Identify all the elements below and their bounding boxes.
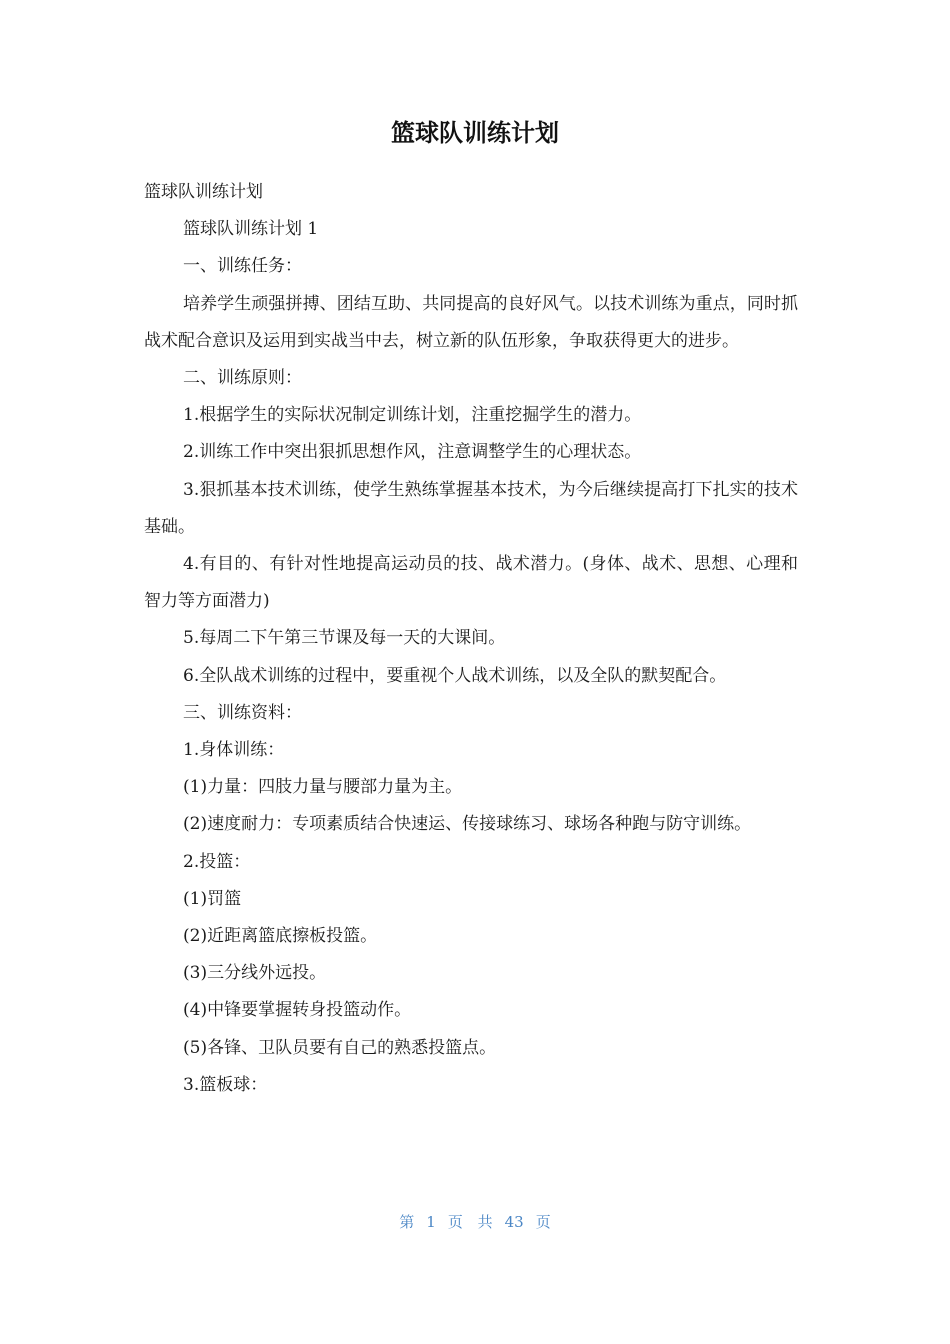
paragraph: (1)力量：四肢力量与腰部力量为主。 bbox=[183, 777, 463, 798]
paragraph: 三、训练资料： bbox=[183, 702, 302, 723]
page-number: 1 bbox=[426, 1213, 436, 1231]
page-prefix: 第 bbox=[399, 1213, 415, 1231]
paragraph: 篮球队训练计划 bbox=[144, 182, 263, 202]
paragraph: 4.有目的、有针对性地提高运动员的技、战术潜力。(身体、战术、思想、心理和智力等方面潜力) bbox=[144, 554, 798, 612]
paragraph: 2.投篮： bbox=[183, 851, 251, 872]
paragraph: 6.全队战术训练的过程中，要重视个人战术训练，以及全队的默契配合。 bbox=[183, 665, 727, 686]
page-mid: 页 共 bbox=[447, 1213, 493, 1231]
paragraph: (3)三分线外远投。 bbox=[183, 963, 327, 984]
document-body bbox=[144, 174, 798, 1104]
paragraph: 1.身体训练： bbox=[183, 740, 285, 761]
paragraph: (5)各锋、卫队员要有自己的熟悉投篮点。 bbox=[183, 1037, 497, 1058]
page-total: 43 bbox=[504, 1213, 524, 1231]
paragraph: 二、训练原则： bbox=[183, 368, 302, 389]
paragraph: 2.训练工作中突出狠抓思想作风，注意调整学生的心理状态。 bbox=[183, 442, 642, 463]
paragraph: (2)近距离篮底擦板投篮。 bbox=[183, 926, 378, 947]
paragraph: 3.狠抓基本技术训练，使学生熟练掌握基本技术，为今后继续提高打下扎实的技术基础。 bbox=[144, 479, 798, 537]
paragraph: (4)中锋要掌握转身投篮动作。 bbox=[183, 1000, 412, 1021]
paragraph: (1)罚篮 bbox=[183, 888, 242, 909]
paragraph: (2)速度耐力：专项素质结合快速运、传接球练习、球场各种跑与防守训练。 bbox=[183, 814, 752, 835]
paragraph: 3.篮板球： bbox=[183, 1074, 268, 1095]
paragraph: 培养学生顽强拼搏、团结互助、共同提高的良好风气。以技术训练为重点，同时抓战术配合意识及运用到实战当中去，树立新的队伍形象，争取获得更大的进步。 bbox=[144, 293, 798, 351]
page-footer bbox=[0, 1210, 950, 1234]
paragraph: 1.根据学生的实际状况制定训练计划，注重挖掘学生的潜力。 bbox=[183, 405, 642, 426]
paragraph: 一、训练任务： bbox=[183, 256, 302, 277]
document-title: 篮球队训练计划 bbox=[391, 119, 559, 147]
paragraph: 5.每周二下午第三节课及每一天的大课间。 bbox=[183, 628, 506, 649]
page-suffix: 页 bbox=[535, 1213, 551, 1231]
paragraph: 篮球队训练计划 1 bbox=[183, 219, 319, 240]
